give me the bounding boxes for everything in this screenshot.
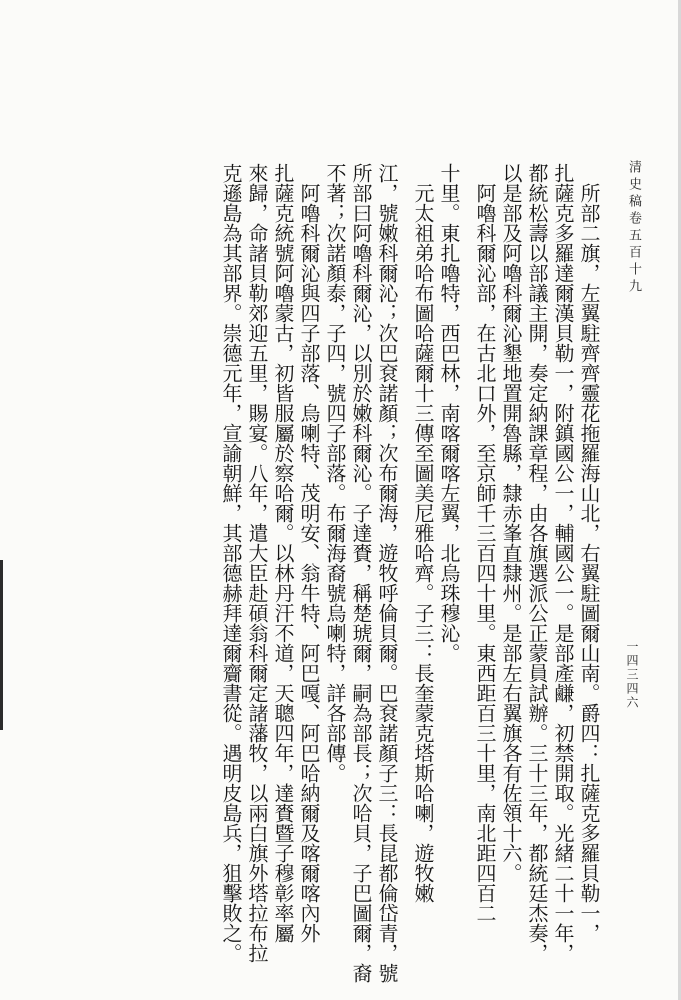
text-column: 扎薩克統號阿嚕蒙古，初皆服屬於察哈爾。以林丹汗不道，天聰四年，達賚暨子穆彰率屬 <box>271 163 295 943</box>
text-column: 所部二旗，左翼駐齊齊靈花拖羅海山北，右翼駐圖爾山南。爵四：扎薩克多羅貝勒一， <box>577 183 601 943</box>
text-column: 阿嚕科爾沁與四子部落、烏喇特、茂明安、翁牛特、阿巴嘎、阿巴哈納爾及喀爾喀內外 <box>297 183 321 943</box>
text-column: 所部曰阿嚕科爾沁，以別於嫩科爾沁。子達賚，稱楚琥爾，嗣為部長；次哈貝，子巴圖爾，裔 <box>349 163 373 983</box>
running-title: 清史稿卷五百十九 <box>626 160 641 296</box>
text-column: 元太祖弟哈布圖哈薩爾十三傳至圖美尼雅哈齊。子三：長奎蒙克塔斯哈喇，遊牧嫩 <box>411 183 435 903</box>
text-column: 都統松壽以部議主開，奏定納課章程，由各旗選派公正蒙員試辦。三十三年，都統廷杰奏， <box>525 163 549 963</box>
text-column: 扎薩克多羅達爾漢貝勒一，附鎮國公一，輔國公一。是部產鹻，初禁開取。光緒二十一年， <box>551 163 575 963</box>
text-column: 克遜島為其部界。崇德元年，宣諭朝鮮，其部德赫拜達爾齎書從。遇明皮島兵，狙擊敗之。 <box>219 163 243 963</box>
text-column: 江，號嫩科爾沁；次巴袞諾顏；次布爾海，遊牧呼倫貝爾。巴袞諾顏子三：長昆都倫岱青，號 <box>375 163 399 983</box>
text-column: 十里。東扎嚕特，西巴林，南喀爾喀左翼，北烏珠穆沁。 <box>437 163 461 663</box>
main-text <box>78 163 602 983</box>
text-column: 不著；次諾顏泰，子四，號四子部落。布爾海裔號烏喇特，詳各部傳。 <box>323 163 347 783</box>
text-column: 來歸，命諸貝勒郊迎五里，賜宴。八年，遣大臣赴碩翁科爾定諸藩牧，以兩白旗外塔拉布拉 <box>245 163 269 963</box>
text-column: 以是部及阿嚕科爾沁墾地置開魯縣，隸赤峯直隸州。是部左右翼旗各有佐領十六。 <box>499 163 523 883</box>
text-column: 阿嚕科爾沁部，在古北口外，至京師千三百四十里。東西距百三十里，南北距四百二 <box>473 183 497 923</box>
page-number: 一四三四六 <box>625 640 639 710</box>
scan-edge-left <box>0 560 3 730</box>
